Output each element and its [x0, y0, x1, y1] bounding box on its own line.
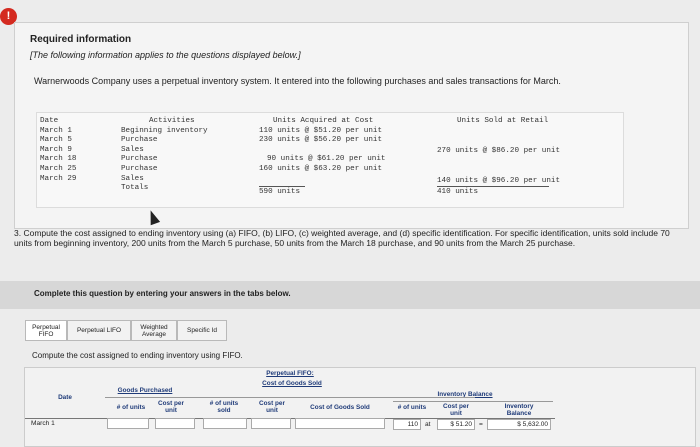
tab-bar — [25, 320, 227, 339]
balance-units-input[interactable]: 110 — [393, 419, 421, 430]
cost-per-unit-header: Cost per unit — [158, 400, 184, 414]
date-cell: March 5 — [40, 136, 72, 145]
balance-units-header: # of units — [397, 404, 427, 411]
activity-cell: Sales — [121, 174, 144, 183]
activities-column — [121, 117, 208, 194]
activity-cell: Purchase — [121, 164, 158, 173]
date-cell: March 9 — [40, 145, 72, 154]
at-label: at — [425, 421, 431, 428]
sold-header: Units Sold at Retail — [457, 117, 549, 125]
acquired-cell: 230 units @ $56.20 per unit — [259, 136, 383, 145]
date-col-header: Date — [58, 394, 72, 401]
worksheet-title: Perpetual FIFO: — [266, 370, 314, 377]
acquired-cell: 110 units @ $51.20 per unit — [259, 126, 383, 135]
sold-total: 410 units — [437, 186, 549, 198]
instructions-bar — [0, 281, 700, 309]
balance-cost-input[interactable]: $ 51.20 — [437, 419, 475, 430]
cost-sold-input[interactable] — [251, 418, 291, 429]
transactions-table — [36, 112, 624, 208]
header-divider — [105, 397, 475, 398]
alert-icon: ! — [0, 8, 17, 25]
sold-cell — [437, 127, 560, 137]
activity-cell: Sales — [121, 145, 144, 154]
goods-purchased-header: Goods Purchased — [117, 387, 173, 394]
balance-total-header: Inventory Balance — [504, 403, 534, 417]
balance-total-input[interactable]: $ 5,632.00 — [487, 419, 551, 430]
activities-header: Activities — [149, 117, 195, 125]
required-info-title: Required information — [30, 34, 132, 45]
cost-input[interactable] — [155, 418, 195, 429]
tab-specific-id[interactable]: Specific Id — [177, 320, 227, 341]
units-sold-input[interactable] — [203, 418, 247, 429]
activity-cell: Purchase — [121, 136, 158, 145]
inventory-balance-header: Inventory Balance — [437, 391, 493, 398]
intro-text: Warnerwoods Company uses a perpetual inventory system. It entered into the following purchases and sales transactions for March. — [34, 76, 561, 86]
date-cell: March 25 — [40, 164, 77, 173]
acquired-cell: 160 units @ $63.20 per unit — [259, 164, 383, 173]
cost-per-unit-sold-header: Cost per unit — [259, 400, 285, 414]
acquired-cell — [259, 175, 385, 185]
tab-weighted-average[interactable]: Weighted Average — [131, 320, 177, 341]
info-note: [The following information applies to the questions displayed below.] — [30, 50, 301, 60]
acquired-column — [259, 117, 385, 198]
cogs-col-header: Cost of Goods Sold — [310, 404, 370, 411]
sold-cell — [437, 166, 560, 176]
units-sold-header: # of units sold — [209, 400, 239, 414]
row-date: March 1 — [31, 420, 55, 427]
acquired-total: 590 units — [259, 186, 305, 198]
acquired-cell — [259, 146, 385, 156]
units-col-header: # of units — [116, 404, 146, 411]
tab-perpetual-lifo[interactable]: Perpetual LIFO — [67, 320, 131, 341]
sold-cell: 270 units @ $86.20 per unit — [437, 146, 561, 155]
tab-perpetual-fifo[interactable]: Perpetual FIFO — [25, 320, 67, 341]
header-divider — [393, 401, 553, 402]
date-cell: March 1 — [40, 126, 72, 135]
instructions-text: Complete this question by entering your answers in the tabs below. — [34, 289, 291, 298]
fifo-worksheet — [24, 367, 696, 447]
balance-cost-per-unit-header: Cost per unit — [443, 403, 469, 417]
sold-cell: 140 units @ $96.20 per unit — [437, 176, 561, 185]
sold-cell — [437, 156, 560, 166]
activity-cell: Totals — [121, 184, 149, 193]
cogs-group-header: Cost of Goods Sold — [262, 380, 322, 387]
activity-cell: Beginning inventory — [121, 126, 208, 135]
equals-label: = — [479, 421, 483, 428]
activity-cell: Purchase — [121, 155, 158, 164]
cogs-input[interactable] — [295, 418, 385, 429]
acquired-header: Units Acquired at Cost — [273, 117, 374, 125]
date-cell: March 29 — [40, 174, 77, 183]
question-text: 3. Compute the cost assigned to ending inventory using (a) FIFO, (b) LIFO, (c) weighted average, and (d) specific identification. For specific identification, units sold include 70 units from beginning inventory, 200 units from the March 5 purchase, 50 units from the March 18 purchase, and 90 units from the March 25 purchase. — [14, 228, 670, 248]
date-header: Date — [40, 117, 59, 125]
sold-cell — [437, 136, 560, 146]
sold-column — [437, 117, 560, 198]
date-column — [40, 117, 76, 184]
acquired-cell: 90 units @ $61.20 per unit — [267, 155, 386, 164]
compute-label: Compute the cost assigned to ending inventory using FIFO. — [32, 351, 243, 360]
units-input[interactable] — [107, 418, 149, 429]
date-cell: March 18 — [40, 155, 77, 164]
